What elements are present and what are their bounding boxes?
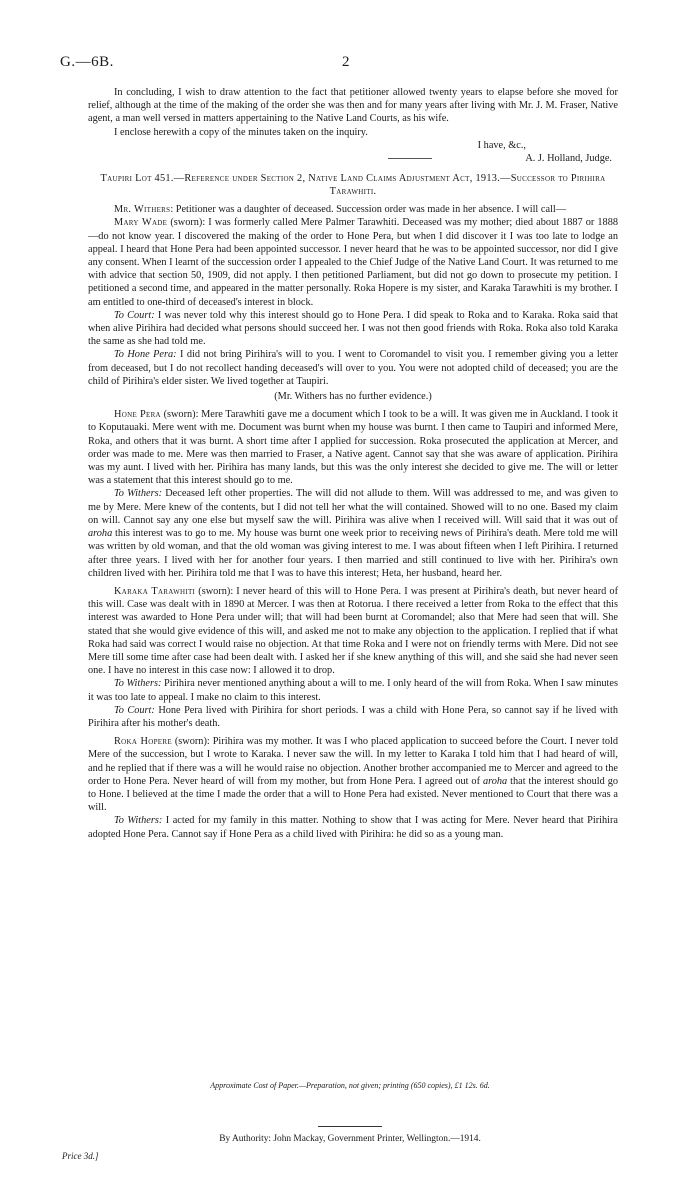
mary-wade-evidence: [88, 216, 618, 308]
answer-text: Deceased left other properties. The will did not allude to them. Will was addressed to me, and was given to me by Mere. Mere knew of the contents, but I did not tell her what the will contained. Showed will to no one. Based my claim on will. Cannot say any one else but myself saw the will. Pirihira was alive when I received will. Will said that it was out of: [88, 488, 618, 526]
question-label: To Hone Pera:: [114, 349, 177, 361]
roka-hopere-evidence: [88, 735, 618, 814]
mary-wade-to-court: [88, 309, 618, 349]
question-label: To Court:: [114, 704, 155, 716]
closing-line: I have, &c.,: [477, 139, 526, 151]
answer-text: Hone Pera lived with Pirihira for short periods. I was a child with Hone Pera, so cannot say if he lived with Pirihira after his mother's death.: [88, 704, 619, 729]
speaker-name: Hone Pera: [114, 409, 161, 421]
question-label: To Withers:: [114, 488, 163, 500]
maori-term: aroha: [482, 775, 508, 787]
speaker-name: Roka Hopere: [114, 736, 172, 748]
statement-text: : Petitioner was a daughter of deceased. Succession order was made in her absence. I will call—: [170, 204, 567, 216]
price-note: Price 3d.]: [62, 1151, 99, 1161]
cost-of-paper-note: [0, 1081, 700, 1090]
answer-text: I did not bring Pirihira's will to you. I went to Coromandel to visit you. I remember giving you a letter from deceased, but I do not recollect handing deceased's will over to you. You were not adopted child of deceased; you are the child of Pirihira's elder sister. We lived together at Taupiri.: [88, 349, 618, 387]
speaker-name: Karaka Tarawhiti: [114, 585, 196, 597]
printer-authority-line: By Authority: John Mackay, Government Printer, Wellington.—1914.: [219, 1134, 481, 1144]
no-further-evidence-note: (Mr. Withers has no further evidence.): [274, 391, 432, 403]
question-label: To Court:: [114, 309, 155, 321]
karaka-to-withers: [88, 677, 618, 703]
footer-rule: [318, 1126, 382, 1127]
document-body: [88, 86, 618, 841]
section-title: Taupiri Lot 451.—Reference under Section 2, Native Land Claims Adjustment Act, 1913.—Successor to Pirihira Tarawhiti.: [100, 173, 606, 198]
evidence-text: that the interest should go to Hone. I believed at the time I made the order that a will to Hone Pera had existed. Never mentioned to Court that there was a will.: [88, 775, 618, 814]
roka-to-withers: [88, 814, 618, 840]
hone-pera-evidence: [88, 408, 618, 487]
cost-text: —Preparation, not given; printing (650 copies), £1 12s. 6d.: [298, 1081, 490, 1090]
evidence-text: (sworn): Pirihira was my mother. It was I who placed application to succeed before the Court. I never told Mere of the succession, but I wrote to Karaka. I never saw the will. In my letter to Karaka I told him that I had heard of will, and he replied that if there was a will he would raise no objection. Another brother accompanied me to Mercer and agreed to the order to Hone Pera. Never heard of will from my mother, but from Hone Pera. I agreed out of: [88, 736, 619, 787]
answer-text: I acted for my family in this matter. Nothing to show that I was acting for Mere. Never heard that Pirihira adopted Hone Pera. Cannot say if Hone Pera as a child lived with Pirihira: he did so as a young man.: [88, 815, 618, 840]
page-number: 2: [342, 54, 350, 70]
intro-paragraph: In concluding, I wish to draw attention to the fact that petitioner allowed twenty years to elapse before she moved for relief, although at the time of the making of the order she was then and for many years after living with Mr. J. M. Fraser, Native agent, a man well versed in matters appertaining to the Native Land Courts, as his wife.: [88, 87, 618, 125]
maori-term: aroha: [88, 528, 113, 540]
enclosure-paragraph: I enclose herewith a copy of the minutes taken on the inquiry.: [114, 126, 368, 138]
evidence-text: (sworn): I never heard of this will to Hone Pera. I was present at Pirihira's death, but never heard of this will. Case was dealt with in 1890 at Mercer. I was then at Rotorua. I there received a letter from Roka to the effect that this interest was awarded to Hone Pera under will; that will had been burnt at Coromandel; also that Mere had seen that will. She stated that she would give evidence of this will, and asked me not to make any objection to the application. I replied that if what Roka had said was correct I would raise no objection. At that time Roka and I were not on friendly terms with Mere. Did not see Mere till some time after case had been dealt with. I asked her if she knew anything of this will, and she said she had never seen one. I have no interest in this case now: I allowed it to drop.: [88, 585, 618, 677]
hone-pera-to-withers: [88, 487, 618, 579]
cost-label: Approximate Cost of Paper.: [210, 1081, 299, 1090]
judge-signature: A. J. Holland, Judge.: [525, 153, 612, 165]
mary-wade-to-hone-pera: [88, 348, 618, 388]
evidence-text: (sworn): I was formerly called Mere Palmer Tarawhiti. Deceased was my mother; died about 1887 or 1888—do not know year. I discovered the making of the order to Hone Pera, but when I did discover it I was too late to lodge an appeal. I heard that Hone Pera had been appointed successor. I never heard that he was to be appointed successor, nor did I give any consent. When I learnt of the succession order I appealed to the Chief Judge of the Native Land Court. It was returned to me with advice that section 50, 1909, did not apply. I then petitioned Parliament, but did not go down to prosecute my petition. I petitioned a second time, and appeared in the matter personally. Roka Hopere is my sister, and Karaka Tarawhiti is my brother. I am entitled to one-third of deceased's interest in block.: [88, 217, 618, 308]
signature-line: [88, 152, 618, 165]
answer-text: Pirihira never mentioned anything about a will to me. I only heard of the will from Roka. When I saw minutes it was too late to appeal. I make no claim to this interest.: [88, 678, 618, 703]
speaker-name: Mr. Withers: [114, 204, 171, 216]
question-label: To Withers:: [114, 815, 163, 827]
document-reference: G.—6B.: [60, 54, 114, 70]
question-label: To Withers:: [114, 678, 162, 690]
signature-rule: [388, 158, 432, 159]
answer-text: I was never told why this interest should go to Hone Pera. I did speak to Roka and to Karaka. Roka said that when alive Pirihira had decided what persons should succeed her. I was not then good friends with Roka. Roka also told Karaka the same as she had told me.: [88, 309, 619, 348]
karaka-to-court: [88, 704, 618, 730]
answer-text: this interest was to go to me. My house was burnt one week prior to receiving news of Pirihira's death. Mere told me will was written by old woman, and that the old woman was giving interest to me. I was about fifteen when I left Pirihira. I returned after three years. I lived with her for another four years. I then married and still continued to live with her. Pirihira's own children lived with her. Pirihira told me that I was to have this interest; Heta, her husband, heard her.: [88, 528, 618, 579]
speaker-name: Mary Wade: [114, 217, 168, 229]
withers-statement: [88, 203, 618, 216]
karaka-tarawhiti-evidence: [88, 585, 618, 677]
page-header: [60, 54, 640, 74]
evidence-text: (sworn): Mere Tarawhiti gave me a document which I took to be a will. It was given me in Auckland. I took it to Koputauaki. Mere went with me. Document was burnt when my house was burnt. I then came to Taupiri and informed Mere, Roka, and others that it was burnt. A short time after I applied for succession. Roka prosecuted the application at Mercer, and order was made to me. Mere was then married to Fraser, a Native agent. Cannot say that she was aware of application. Pirihira was my aunt. I lived with her. Pirihira has many lands, but this was the only interest she decided to give me. The will or letter was a statement that this interest should go to me.: [88, 409, 618, 487]
